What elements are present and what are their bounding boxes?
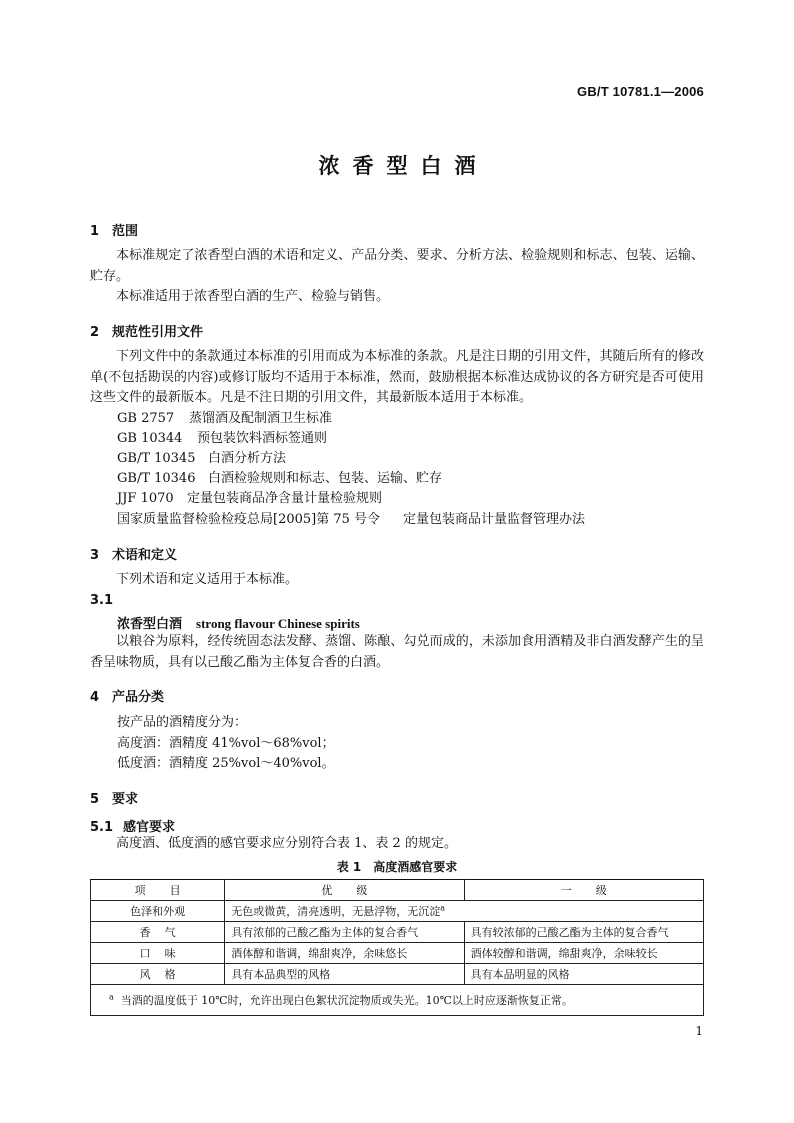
header-item: 项目 [91,880,225,901]
footnote-text: 当酒的温度低于 10℃时，允许出现白色絮状沉淀物质或失光。10℃以上时应逐渐恢复正常。 [120,994,573,1007]
subsection-title: 感官要求 [123,820,176,835]
classification-high: 高度酒：酒精度 41%vol～68%vol； [117,736,335,751]
table-row [91,943,704,964]
reference-code: GB/T 10346 [117,471,196,486]
row-first-grade: 具有本品明显的风格 [464,964,703,985]
reference-title: 定量包装商品计量监督管理办法 [403,512,586,527]
section-2-paragraph-1: 下列文件中的条款通过本标准的引用而成为本标准的条款。凡是注日期的引用文件，其随后所有的修改单(不包括勘误的内容)或修订版均不适用于本标准，然而，鼓励根据本标准达成协议的各方研究是否可使用这些文件的最新版本。凡是不注日期的引用文件，其最新版本适用于本标准。 [90,349,704,405]
table-label: 表 1 [336,860,362,874]
reference-item [117,409,332,429]
row-item: 口味 [91,943,225,964]
header-first-grade: 一级 [464,880,703,901]
classification-low: 低度酒：酒精度 25%vol～40%vol。 [117,756,335,771]
reference-title: 白酒分析方法 [208,451,287,466]
section-title: 术语和定义 [112,548,178,563]
table-footnote-row [91,985,704,1016]
section-3-paragraph-1: 下列术语和定义适用于本标准。 [116,572,299,587]
section-title: 要求 [112,792,139,807]
section-1-paragraph-1: 本标准规定了浓香型白酒的术语和定义、产品分类、要求、分析方法、检验规则和标志、包装、运输、贮存。 [90,248,704,284]
section-number: 3 [90,548,100,563]
table-row [91,964,704,985]
row-first-grade: 具有较浓郁的己酸乙酯为主体的复合香气 [464,922,703,943]
footnote-mark: a [109,992,114,1002]
row-item: 风格 [91,964,225,985]
term-definition: 以粮谷为原料，经传统固态法发酵、蒸馏、陈酿、勾兑而成的，未添加食用酒精及非白酒发酵产生的呈香呈味物质，具有以己酸乙酯为主体复合香的白酒。 [90,634,704,670]
subsection-number: 5.1 [90,820,114,835]
section-2-heading [90,321,203,340]
sensory-requirements-table [90,879,704,1016]
standard-code: GB/T 10781.1—2006 [577,84,704,99]
row-excellent: 酒体醇和谐调，绵甜爽净，余味悠长 [225,943,464,964]
section-1-heading [90,220,138,239]
table-row [91,922,704,943]
reference-item [117,449,286,469]
header-excellent: 优级 [225,880,464,901]
table-footnote [91,985,704,1016]
reference-title: 定量包装商品净含量计量检验规则 [187,491,383,506]
document-title: 浓香型白酒 [318,154,489,178]
term-number: 3.1 [90,593,114,608]
reference-item [117,510,585,530]
section-number: 5 [90,792,100,807]
reference-item [117,489,382,509]
row-excellent: 具有浓郁的己酸乙酯为主体的复合香气 [225,922,464,943]
section-number: 4 [90,690,100,705]
reference-code: 国家质量监督检验检疫总局[2005]第 75 号令 [117,512,381,527]
reference-code: GB/T 10345 [117,451,196,466]
reference-code: JJF 1070 [117,491,174,506]
table-row [91,901,704,922]
reference-title: 蒸馏酒及配制酒卫生标准 [189,411,333,426]
reference-item [117,429,327,449]
row-excellent: 无色或微黄，清亮透明，无悬浮物，无沉淀$^a$ [225,901,704,922]
row-excellent: 具有本品典型的风格 [225,964,464,985]
section-3-heading [90,544,177,563]
section-4-heading [90,686,164,705]
term-chinese: 浓香型白酒 [117,617,183,632]
subsection-5-1-heading [90,816,175,835]
footnote-mark: a [440,903,445,913]
reference-title: 预包装饮料酒标签通则 [197,431,328,446]
row-item: 色泽和外观 [91,901,225,922]
table-title: 高度酒感官要求 [373,860,458,874]
section-5-heading [90,788,138,807]
reference-item [117,469,442,489]
term-english: strong flavour Chinese spirits [196,616,360,631]
section-title: 产品分类 [112,690,165,705]
reference-title: 白酒检验规则和标志、包装、运输、贮存 [208,471,443,486]
row-item: 香气 [91,922,225,943]
table-header-row [91,880,704,901]
section-number: 1 [90,224,100,239]
reference-code: GB 2757 [117,411,175,426]
section-number: 2 [90,325,100,340]
table-1-caption [0,858,794,875]
section-1-paragraph-2: 本标准适用于浓香型白酒的生产、检验与销售。 [116,289,390,304]
page-number: 1 [695,1024,703,1038]
reference-code: GB 10344 [117,431,183,446]
section-5-1-paragraph: 高度酒、低度酒的感官要求应分别符合表 1、表 2 的规定。 [116,836,457,851]
section-title: 规范性引用文件 [112,325,204,340]
classification-intro: 按产品的酒精度分为： [117,715,248,730]
section-title: 范围 [112,224,139,239]
row-first-grade: 酒体较醇和谐调，绵甜爽净，余味较长 [464,943,703,964]
term-entry [117,613,360,632]
